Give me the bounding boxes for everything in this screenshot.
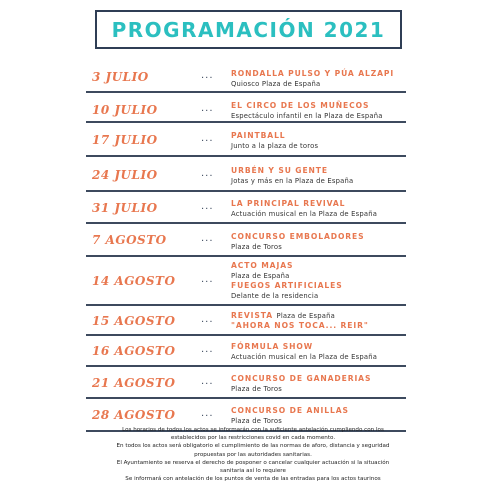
page-title: PROGRAMACIÓN 2021 xyxy=(111,17,386,42)
separator-dots: ... xyxy=(201,233,214,244)
title-box xyxy=(95,10,402,49)
event-date: 10 JULIO xyxy=(92,103,158,117)
event-title xyxy=(231,311,406,321)
separator-dots: ... xyxy=(201,274,214,285)
event-title: URBÉN Y SU GENTE xyxy=(231,166,328,175)
schedule-row xyxy=(86,192,406,224)
event-location: Actuación musical en la Plaza de España xyxy=(231,210,378,218)
separator-dots: ... xyxy=(201,133,214,144)
separator-dots: ... xyxy=(201,70,214,81)
event-date: 3 JULIO xyxy=(92,70,149,84)
schedule-row xyxy=(86,93,406,123)
event-title: PAINTBALL xyxy=(231,131,286,140)
event-title: EL CIRCO DE LOS MUÑECOS xyxy=(231,101,370,110)
event-title: FÓRMULA SHOW xyxy=(231,342,314,351)
event-title: ACTO MAJAS xyxy=(231,261,294,270)
event-date: 21 AGOSTO xyxy=(92,376,176,390)
event-date: 14 AGOSTO xyxy=(92,274,176,288)
event-location: Quiosco Plaza de España xyxy=(231,80,321,88)
footer-line: Se informará con antelación de los puntos de venta de las entradas para los actos taurinos xyxy=(125,476,381,483)
separator-dots: ... xyxy=(201,408,214,419)
event-details xyxy=(231,131,406,151)
event-details xyxy=(231,342,406,362)
event-title-second: FUEGOS ARTIFICIALES xyxy=(231,281,343,290)
event-date: 31 JULIO xyxy=(92,201,158,215)
event-details xyxy=(231,199,406,219)
separator-dots: ... xyxy=(201,376,214,387)
separator-dots: ... xyxy=(201,201,214,212)
event-details xyxy=(231,406,406,426)
schedule-row xyxy=(86,60,406,93)
footer-line: establecidos por las restricciones covid en cada momento. xyxy=(170,435,336,442)
event-location: Junto a la plaza de toros xyxy=(231,142,319,150)
event-details xyxy=(231,374,406,394)
event-details xyxy=(231,232,406,252)
event-location: Plaza de Toros xyxy=(231,243,283,251)
event-title: RONDALLA PULSO Y PÚA ALZAPI xyxy=(231,69,395,78)
schedule-row xyxy=(86,123,406,157)
event-date: 28 AGOSTO xyxy=(92,408,176,422)
event-location: Jotas y más en la Plaza de España xyxy=(231,177,354,185)
schedule-row xyxy=(86,157,406,192)
event-details xyxy=(231,261,406,301)
footer-line: propuestas por las autoridades sanitarias. xyxy=(194,451,312,458)
event-title-text: REVISTA xyxy=(231,311,273,320)
footer-line: El Ayuntamiento se reserva el derecho de posponer o cancelar cualquier actuación si la situación xyxy=(116,459,390,466)
event-details xyxy=(231,69,406,89)
event-details xyxy=(231,101,406,121)
schedule-row xyxy=(86,367,406,399)
footer-line: Los horarios de todos los actos se informarán con la suficiente antelación cumpliendo con los xyxy=(122,427,384,433)
schedule-row xyxy=(86,336,406,367)
event-quote: "AHORA NOS TOCA... REIR" xyxy=(231,321,369,330)
event-title: CONCURSO DE GANADERIAS xyxy=(231,374,372,383)
separator-dots: ... xyxy=(201,314,214,325)
schedule-row xyxy=(86,224,406,257)
schedule-row xyxy=(86,306,406,336)
event-details xyxy=(231,166,406,186)
event-date: 16 AGOSTO xyxy=(92,344,176,358)
event-location: Plaza de Toros xyxy=(231,417,283,425)
schedule-list xyxy=(86,60,406,432)
event-date: 7 AGOSTO xyxy=(92,233,167,247)
event-date: 17 JULIO xyxy=(92,133,158,147)
event-location-second: Delante de la residencia xyxy=(231,292,319,300)
event-location: Espectáculo infantil en la Plaza de España xyxy=(231,112,383,120)
separator-dots: ... xyxy=(201,168,214,179)
footer-notice xyxy=(88,426,418,483)
event-location: Plaza de España xyxy=(276,312,336,320)
event-location: Actuación musical en la Plaza de España xyxy=(231,353,378,361)
event-location: Plaza de Toros xyxy=(231,385,283,393)
schedule-row xyxy=(86,257,406,306)
separator-dots: ... xyxy=(201,344,214,355)
event-title: LA PRINCIPAL REVIVAL xyxy=(231,199,346,208)
separator-dots: ... xyxy=(201,103,214,114)
event-location: Plaza de España xyxy=(231,272,290,280)
event-title: CONCURSO DE ANILLAS xyxy=(231,406,349,415)
event-details xyxy=(231,311,406,331)
footer-line: sanitaria así lo requiere xyxy=(220,468,286,475)
event-date: 15 AGOSTO xyxy=(92,314,176,328)
footer-line: En todos los actos será obligatorio el cumplimiento de las normas de aforo, distancia y seguridad xyxy=(116,443,390,450)
event-title: CONCURSO EMBOLADORES xyxy=(231,232,365,241)
event-date: 24 JULIO xyxy=(92,168,158,182)
